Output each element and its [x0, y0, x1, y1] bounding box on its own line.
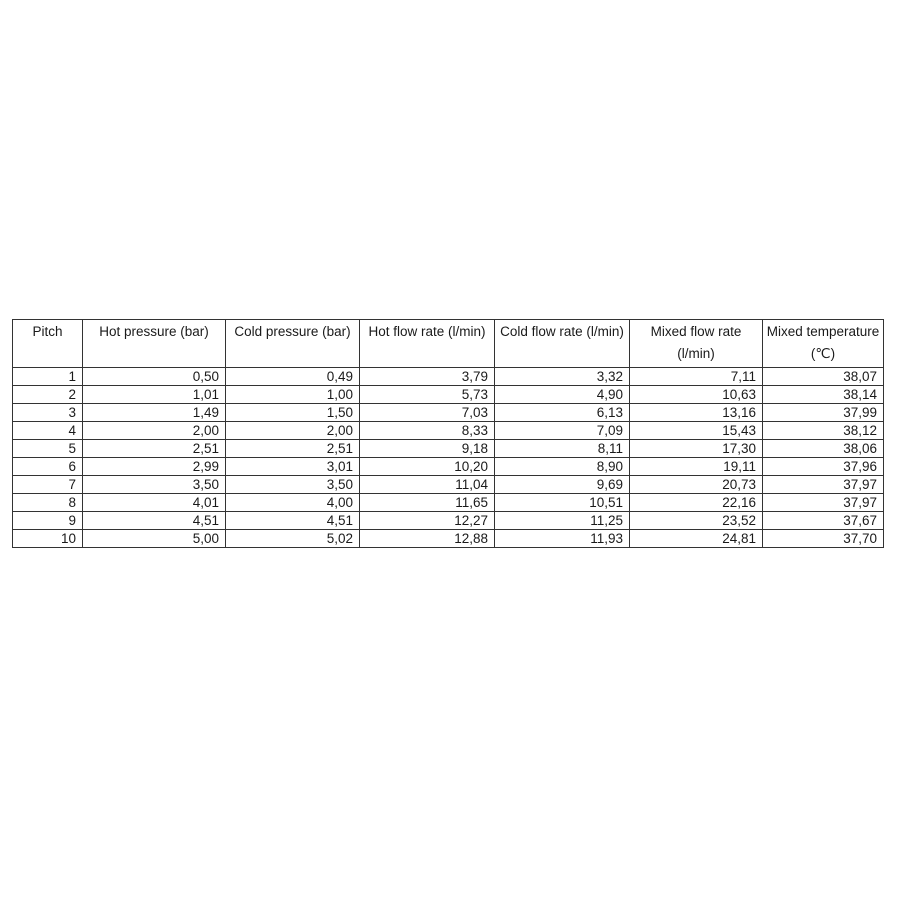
cell-hot-flow-rate: 9,18: [360, 440, 495, 458]
cell-cold-flow-rate: 11,93: [495, 530, 630, 548]
header-unit: (℃): [810, 346, 836, 361]
cell-cold-flow-rate: 3,32: [495, 368, 630, 386]
cell-cold-flow-rate: 10,51: [495, 494, 630, 512]
cell-hot-flow-rate: 12,88: [360, 530, 495, 548]
table-body: [13, 368, 884, 548]
cell-pitch: 10: [13, 530, 83, 548]
cell-cold-flow-rate: 8,90: [495, 458, 630, 476]
cell-pitch: 9: [13, 512, 83, 530]
cell-mixed-temperature: 37,96: [763, 458, 884, 476]
cell-hot-pressure: 4,51: [83, 512, 226, 530]
cell-mixed-flow-rate: 20,73: [630, 476, 763, 494]
cell-hot-pressure: 2,99: [83, 458, 226, 476]
cell-hot-pressure: 1,01: [83, 386, 226, 404]
cell-pitch: 2: [13, 386, 83, 404]
table-row: [13, 494, 884, 512]
header-label: Cold flow rate (l/min): [500, 324, 624, 339]
header-mixed-temperature: [763, 320, 884, 368]
cell-cold-pressure: 5,02: [226, 530, 360, 548]
cell-mixed-temperature: 37,67: [763, 512, 884, 530]
cell-hot-flow-rate: 3,79: [360, 368, 495, 386]
header-mixed-flow-rate: [630, 320, 763, 368]
cell-mixed-temperature: 37,97: [763, 494, 884, 512]
cell-cold-pressure: 4,00: [226, 494, 360, 512]
cell-mixed-flow-rate: 24,81: [630, 530, 763, 548]
table-header: [13, 320, 884, 368]
cell-mixed-temperature: 38,07: [763, 368, 884, 386]
cell-hot-pressure: 1,49: [83, 404, 226, 422]
cell-mixed-temperature: 38,06: [763, 440, 884, 458]
table-row: [13, 530, 884, 548]
cell-hot-flow-rate: 8,33: [360, 422, 495, 440]
cell-pitch: 3: [13, 404, 83, 422]
cell-cold-pressure: 2,00: [226, 422, 360, 440]
cell-hot-pressure: 0,50: [83, 368, 226, 386]
cell-mixed-flow-rate: 17,30: [630, 440, 763, 458]
cell-pitch: 5: [13, 440, 83, 458]
cell-cold-pressure: 3,01: [226, 458, 360, 476]
cell-pitch: 4: [13, 422, 83, 440]
cell-mixed-flow-rate: 13,16: [630, 404, 763, 422]
cell-hot-flow-rate: 7,03: [360, 404, 495, 422]
header-label: Hot flow rate (l/min): [368, 324, 486, 339]
cell-cold-flow-rate: 4,90: [495, 386, 630, 404]
cell-hot-pressure: 4,01: [83, 494, 226, 512]
table-row: [13, 386, 884, 404]
table-row: [13, 476, 884, 494]
header-hot-pressure: [83, 320, 226, 368]
cell-mixed-flow-rate: 23,52: [630, 512, 763, 530]
header-label: Mixed flow rate: [650, 324, 742, 339]
cell-cold-pressure: 4,51: [226, 512, 360, 530]
cell-pitch: 6: [13, 458, 83, 476]
cell-mixed-flow-rate: 22,16: [630, 494, 763, 512]
table-row: [13, 458, 884, 476]
cell-cold-pressure: 2,51: [226, 440, 360, 458]
cell-hot-pressure: 3,50: [83, 476, 226, 494]
header-pitch: [13, 320, 83, 368]
cell-cold-flow-rate: 6,13: [495, 404, 630, 422]
cell-pitch: 7: [13, 476, 83, 494]
cell-mixed-flow-rate: 15,43: [630, 422, 763, 440]
cell-cold-pressure: 1,00: [226, 386, 360, 404]
cell-mixed-flow-rate: 19,11: [630, 458, 763, 476]
cell-hot-flow-rate: 10,20: [360, 458, 495, 476]
header-row: [13, 320, 884, 368]
header-hot-flow-rate: [360, 320, 495, 368]
table-row: [13, 422, 884, 440]
header-label: Cold pressure (bar): [234, 324, 351, 339]
header-cold-flow-rate: [495, 320, 630, 368]
cell-hot-flow-rate: 11,65: [360, 494, 495, 512]
table-row: [13, 512, 884, 530]
header-cold-pressure: [226, 320, 360, 368]
cell-hot-flow-rate: 11,04: [360, 476, 495, 494]
cell-mixed-temperature: 37,97: [763, 476, 884, 494]
cell-hot-pressure: 2,00: [83, 422, 226, 440]
cell-hot-flow-rate: 5,73: [360, 386, 495, 404]
cell-hot-pressure: 2,51: [83, 440, 226, 458]
cell-mixed-temperature: 37,99: [763, 404, 884, 422]
table-row: [13, 404, 884, 422]
cell-cold-pressure: 3,50: [226, 476, 360, 494]
cell-mixed-flow-rate: 10,63: [630, 386, 763, 404]
cell-cold-flow-rate: 7,09: [495, 422, 630, 440]
cell-cold-flow-rate: 8,11: [495, 440, 630, 458]
cell-mixed-temperature: 37,70: [763, 530, 884, 548]
cell-cold-pressure: 0,49: [226, 368, 360, 386]
cell-mixed-temperature: 38,12: [763, 422, 884, 440]
cell-pitch: 8: [13, 494, 83, 512]
cell-cold-flow-rate: 9,69: [495, 476, 630, 494]
cell-mixed-temperature: 38,14: [763, 386, 884, 404]
cell-mixed-flow-rate: 7,11: [630, 368, 763, 386]
header-label: Mixed temperature: [766, 324, 880, 339]
data-table: [12, 319, 884, 548]
table-row: [13, 368, 884, 386]
cell-hot-flow-rate: 12,27: [360, 512, 495, 530]
table-row: [13, 440, 884, 458]
cell-hot-pressure: 5,00: [83, 530, 226, 548]
cell-pitch: 1: [13, 368, 83, 386]
cell-cold-flow-rate: 11,25: [495, 512, 630, 530]
header-unit: (l/min): [677, 346, 715, 361]
header-label: Pitch: [32, 324, 63, 339]
header-label: Hot pressure (bar): [99, 324, 209, 339]
cell-cold-pressure: 1,50: [226, 404, 360, 422]
